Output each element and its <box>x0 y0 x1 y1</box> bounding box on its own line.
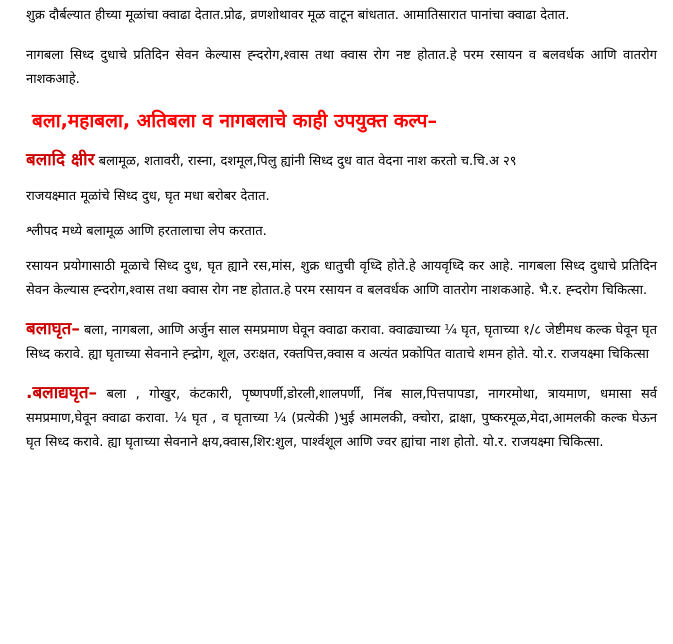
paragraph-rajayakshma: राजयक्ष्मात मूळांचे सिध्द दुध, घृत मधा बरोबर देतात. <box>26 189 270 204</box>
term-balaghrut: बलाघृत– <box>26 319 80 339</box>
paragraph-rasayan: रसायन प्रयोगासाठी मूळाचे सिध्द दुध, घृत ह्याने रस,मांस, शुक्र धातुची वृध्दि होते.हे आयवृध्दि कर आहे. नागबला सिध्द दुधाचे प्रतिदिन सेवन केल्यास ह्न्दरोग,श्वास तथा क्वास रोग नष्ट होतात.हे परम रसायन व बलवर्धक आणि वातरोग नाशकआहे. भै.र. ह्न्दरोग चिकित्सा. <box>26 259 657 298</box>
baladyaghrut-text: बला , गोखुर, कंटकारी, पृष्णपर्णी,डोरली,शालपर्णी, निंब साल,पित्तपापडा, नागरमोथा, त्रायमाण, धमासा सर्व समप्रमाण,घेवून क्वाढा करावा. ¼ घृत , व घृताच्या ¼ (प्रत्येकी )भुई आमलकी, क्चोरा, द्राक्षा, पुष्करमूळ,मेदा,आमलकी कल्क घेऊन घृत सिध्द करावे. ह्या घृताच्या सेवनाने क्षय,क्वास,शिर:शुल, पार्श्वशूल आणि ज्वर ह्यांचा नाश होतो. यो.र. राजयक्ष्मा चिकित्सा. <box>26 387 657 450</box>
term-baladyaghrut: .बलाद्यघृत– <box>26 383 98 403</box>
paragraph-balaghrut <box>26 317 657 367</box>
paragraph-shlipad: श्लीपद मध्ये बलामूळ आणि हरतालाचा लेप करतात. <box>26 224 267 239</box>
paragraph-baladyaghrut <box>26 381 657 455</box>
paragraph-baladi-ksheer <box>26 148 657 174</box>
term-baladi-ksheer: बलादि क्षीर <box>26 150 95 170</box>
paragraph-nagbala: नागबला सिध्द दुधाचे प्रतिदिन सेवन केल्यास ह्न्दरोग,श्वास तथा क्वास रोग नष्ट होतात.हे परम रसायन व बलवर्धक आणि वातरोग नाशकआहे. <box>26 48 657 87</box>
section-heading: बला,महाबला, अतिबला व नागबलाचे काही उपयुक्त कल्प– <box>32 110 437 132</box>
baladi-ksheer-text: बलामूळ, शतावरी, रास्ना, दशमूल,पिलु ह्यांनी सिध्द दुध वात वेदना नाश करतो च.चि.अ २९ <box>94 154 517 169</box>
paragraph-shukra: शुक्र दौर्बल्यात हीच्या मूळांचा क्वाढा देतात.प्रोढ, व्रणशोथावर मूळ वाटून बांधतात. आमातिसारात पानांचा क्वाढा देतात. <box>26 8 570 23</box>
balaghrut-text: बला, नागबला, आणि अर्जुन साल समप्रमाण घेवून क्वाढा करावा. क्वाढ्याच्या ¼ घृत, घृताच्या १/८ जेष्टीमध कल्क घेवून घृत सिध्द करावे. ह्या घृताच्या सेवनाने ह्न्द्रोग, शूल, उरःक्षत, रक्तपित्त,क्वास व अत्यंत प्रकोपित वाताचे शमन होते. यो.र. राजयक्ष्मा चिकित्सा <box>26 323 658 362</box>
